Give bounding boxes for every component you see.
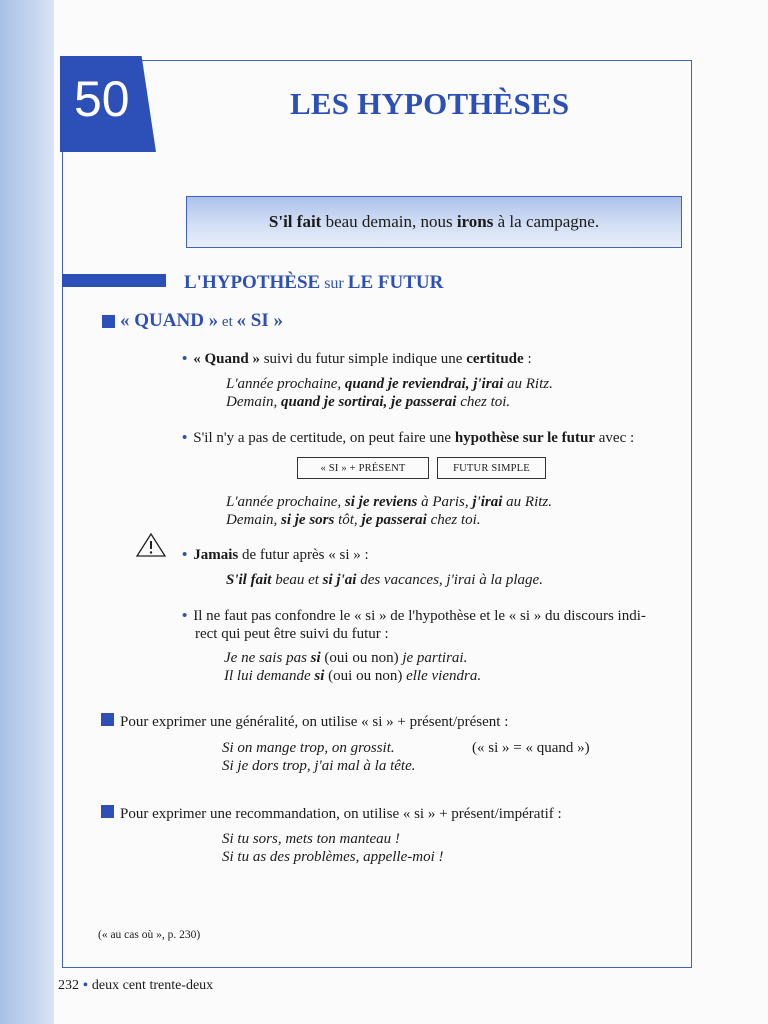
point-text: de futur après « si » : (238, 547, 369, 563)
example-part: (oui ou non) (320, 650, 403, 666)
example-part: quand je sortirai, je passerai (281, 394, 457, 410)
subsection-title-part: « SI » (236, 310, 283, 331)
example-part: je partirai. (402, 650, 468, 666)
page-footer (58, 978, 213, 994)
example-part: chez toi. (426, 512, 481, 528)
example-part: beau et (271, 572, 323, 588)
point-text: avec : (595, 430, 635, 446)
example-part: j'irai (472, 494, 503, 510)
rule-generalite: Pour exprimer une généralité, on utilise « si » + présent/présent : (120, 714, 509, 730)
section-title-part: sur (320, 275, 348, 292)
example-part: quand je reviendrai, j'irai (344, 376, 504, 392)
example-part: Demain, (226, 512, 281, 528)
example-part: L'année prochaine, (226, 494, 345, 510)
example-part: Il lui demande (224, 668, 315, 684)
formula-si-present: « SI » + PRÉSENT (297, 457, 429, 479)
page-number-words: deux cent trente-deux (91, 978, 214, 993)
point-text: hypothèse sur le futur (454, 430, 595, 446)
example-part: si j'ai (322, 572, 357, 588)
section-bar (62, 274, 166, 287)
example-part: au Ritz. (503, 376, 553, 392)
page-title: LES HYPOTHÈSES (290, 86, 570, 121)
section-title-part: L'HYPOTHÈSE (184, 272, 321, 293)
example-part: des vacances, j'irai à la plage. (356, 572, 543, 588)
example-part: Demain, (226, 394, 281, 410)
example-line: Si on mange trop, on grossit. (222, 740, 395, 756)
example-line (226, 393, 510, 411)
square-bullet-icon (101, 713, 114, 726)
point-text: suivi du futur simple indique une (259, 351, 467, 367)
example-line (226, 511, 481, 529)
example-line (226, 493, 552, 511)
example-part: S'il fait (226, 572, 272, 588)
subsection-title (120, 310, 283, 332)
intro-example (269, 212, 599, 232)
square-bullet-icon (102, 315, 115, 328)
point-quand (182, 350, 532, 368)
example-part: (oui ou non) (324, 668, 407, 684)
example-part: à Paris, (417, 494, 473, 510)
point-text: Il ne faut pas confondre le « si » de l'hypothèse et le « si » du discours indi- (193, 608, 646, 624)
example-part: elle viendra. (406, 668, 482, 684)
point-text: « Quand » (193, 351, 260, 367)
point-text: S'il n'y a pas de certitude, on peut faire une (193, 430, 455, 446)
intro-example-part: S'il fait (268, 212, 322, 231)
point-text: certitude (466, 351, 524, 367)
subsection-title-part: et (218, 314, 237, 330)
intro-example-part: beau demain, nous (321, 212, 457, 231)
bullet-dot-icon: • (182, 608, 188, 624)
chapter-number: 50 (74, 71, 130, 127)
example-part: si je sors (281, 512, 335, 528)
example-line (224, 667, 481, 685)
example-part: si (314, 668, 325, 684)
example-line (226, 571, 543, 589)
point-text: Jamais (193, 547, 239, 563)
intro-example-box (186, 196, 682, 248)
point-discours-indirect (182, 607, 646, 625)
example-part: si je reviens (344, 494, 418, 510)
page-number: 232 (58, 978, 79, 993)
point-text-continued: rect qui peut être suivi du futur : (195, 626, 389, 642)
bullet-dot-icon: • (182, 351, 188, 367)
example-part: chez toi. (456, 394, 511, 410)
section-title (184, 272, 443, 294)
rule-recommandation: Pour exprimer une recommandation, on utilise « si » + présent/impératif : (120, 806, 562, 822)
generality-note: (« si » = « quand ») (472, 740, 590, 756)
example-part: si (310, 650, 321, 666)
example-part: Je ne sais pas (224, 650, 311, 666)
example-part: je passerai (361, 512, 427, 528)
blue-side-strip (0, 0, 54, 1024)
cross-reference-note: (« au cas où », p. 230) (98, 929, 201, 941)
formula-futur-simple: FUTUR SIMPLE (437, 457, 546, 479)
example-line: Si tu as des problèmes, appelle-moi ! (222, 849, 444, 865)
point-jamais (182, 546, 369, 564)
example-part: au Ritz. (502, 494, 553, 510)
warning-icon (135, 532, 167, 558)
bullet-dot-icon: • (83, 978, 88, 993)
example-part: L'année prochaine, (226, 376, 345, 392)
square-bullet-icon (101, 805, 114, 818)
point-text: : (523, 351, 532, 367)
section-title-part: LE FUTUR (347, 272, 444, 293)
example-line: Si tu sors, mets ton manteau ! (222, 831, 400, 847)
example-line: Si je dors trop, j'ai mal à la tête. (222, 758, 416, 774)
intro-example-part: irons (456, 212, 494, 231)
intro-example-part: à la campagne. (493, 212, 600, 231)
point-hypothese-futur (182, 429, 634, 447)
subsection-title-part: « QUAND » (120, 310, 219, 331)
bullet-dot-icon: • (182, 547, 188, 563)
example-line (226, 375, 553, 393)
example-line (224, 649, 467, 667)
example-part: tôt, (334, 512, 362, 528)
bullet-dot-icon: • (182, 430, 188, 446)
